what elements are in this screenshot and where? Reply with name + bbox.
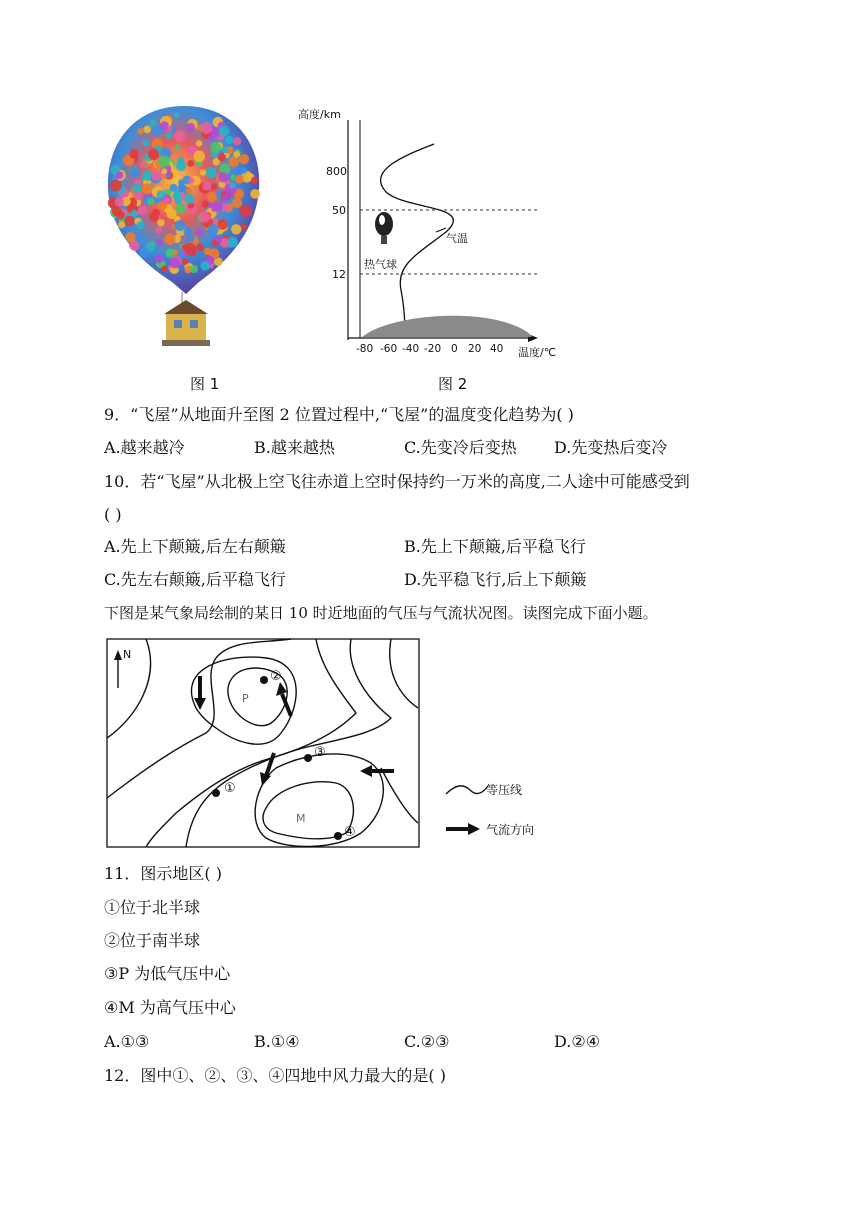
q11-option-d: D.②④ <box>554 1032 601 1051</box>
intro-text: 下图是某气象局绘制的某日 10 时近地面的气压与气流状况图。读图完成下面小题。 <box>104 604 658 622</box>
isobar-map <box>106 638 556 850</box>
x-axis-label: 温度/℃ <box>518 346 557 359</box>
balloon-icon <box>375 212 393 236</box>
point-4 <box>334 832 342 840</box>
point-2 <box>260 676 268 684</box>
q10-option-b: B.先上下颠簸,后平稳飞行 <box>404 537 586 556</box>
figure-1 <box>104 104 264 354</box>
legend-isobar-label: 等压线 <box>486 783 523 797</box>
x-tick: -40 <box>402 343 420 355</box>
label-P: P <box>242 692 249 705</box>
q9-option-d: D.先变热后变冷 <box>554 438 668 457</box>
q11-statement-1: ①位于北半球 <box>104 898 201 917</box>
point-1 <box>212 789 220 797</box>
curve-label: 气温 <box>446 232 468 245</box>
svg-text:③: ③ <box>314 745 326 760</box>
balloon-label: 热气球 <box>364 258 397 271</box>
point-3 <box>304 754 312 762</box>
legend-isobar-icon <box>446 786 488 794</box>
q10-option-c: C.先左右颠簸,后平稳飞行 <box>104 570 286 589</box>
x-tick: -80 <box>356 343 374 355</box>
q11-statement-4: ④M 为高气压中心 <box>104 998 236 1017</box>
q11-option-a: A.①③ <box>104 1032 150 1051</box>
q11-stem: 11．图示地区( ) <box>104 864 222 883</box>
q9-option-b: B.越来越热 <box>254 438 335 457</box>
q9-option-a: A.越来越冷 <box>104 438 185 457</box>
q11-statement-2: ②位于南半球 <box>104 931 201 950</box>
x-tick: 20 <box>468 343 482 355</box>
y-tick-12: 12 <box>332 268 346 281</box>
legend-flow-icon <box>468 823 480 835</box>
legend-flow-label: 气流方向 <box>486 823 535 837</box>
q10-option-a: A.先上下颠簸,后左右颠簸 <box>104 537 286 556</box>
x-tick: -20 <box>424 343 442 355</box>
q10-stem: 10．若“飞屋”从北极上空飞往赤道上空时保持约一万米的高度,二人途中可能感受到 <box>104 472 690 491</box>
q10-stem-cont: ( ) <box>104 505 122 524</box>
ground-terrain <box>362 316 532 337</box>
north-label: N <box>123 648 132 661</box>
q11-option-b: B.①④ <box>254 1032 300 1051</box>
q12-stem: 12．图中①、②、③、④四地中风力最大的是( ) <box>104 1066 446 1085</box>
balloon-house-illustration <box>104 104 264 354</box>
q9-stem: 9．“飞屋”从地面升至图 2 位置过程中,“飞屋”的温度变化趋势为( ) <box>104 405 574 424</box>
x-tick: 40 <box>490 343 504 355</box>
x-tick: 0 <box>451 343 458 355</box>
q9-option-c: C.先变冷后变热 <box>404 438 517 457</box>
y-tick-800: 800 <box>326 165 347 178</box>
y-axis-label: 高度/km <box>298 108 341 121</box>
svg-text:④: ④ <box>344 825 356 840</box>
temperature-curve <box>381 144 454 336</box>
label-M: M <box>296 812 306 825</box>
y-tick-50: 50 <box>332 204 346 217</box>
q10-option-d: D.先平稳飞行,后上下颠簸 <box>404 570 587 589</box>
svg-text:②: ② <box>270 669 282 684</box>
q11-statement-3: ③P 为低气压中心 <box>104 964 231 983</box>
svg-text:①: ① <box>224 781 236 796</box>
figure-2 <box>296 100 586 370</box>
q11-option-c: C.②③ <box>404 1032 450 1051</box>
figure-2-caption: 图 2 <box>438 375 468 393</box>
temperature-altitude-chart <box>296 100 586 370</box>
x-tick: -60 <box>380 343 398 355</box>
figure-1-caption: 图 1 <box>190 375 220 393</box>
isobar-map-svg <box>106 638 556 850</box>
